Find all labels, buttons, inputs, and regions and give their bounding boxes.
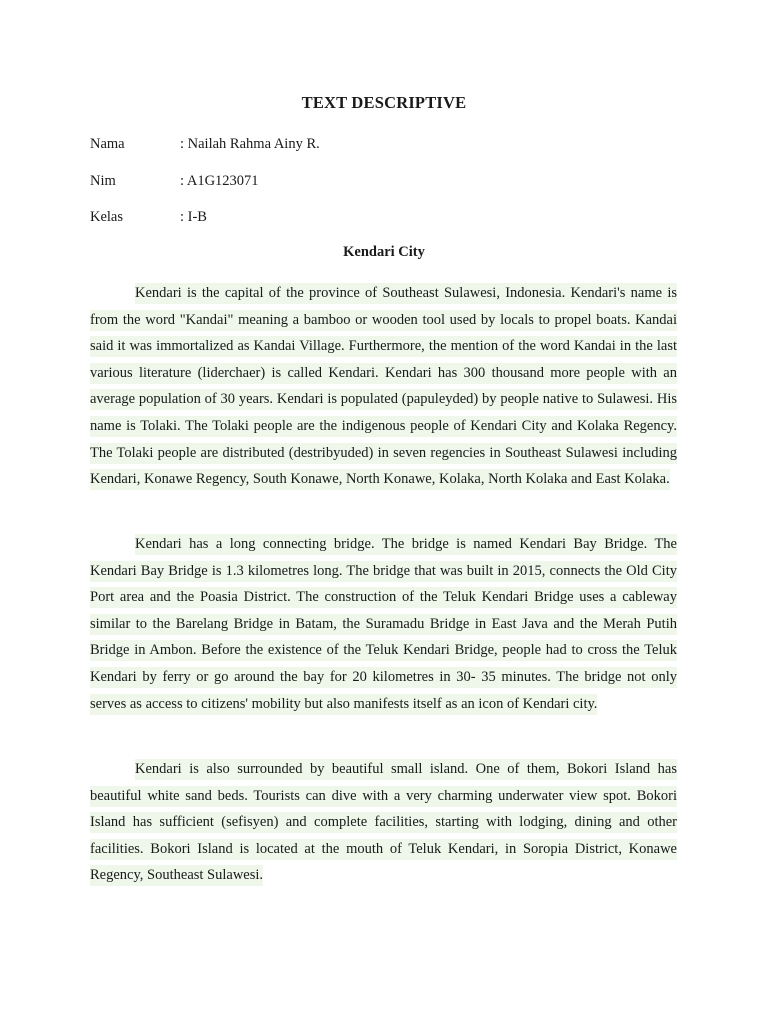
paragraph-1 <box>90 280 677 493</box>
document-title: TEXT DESCRIPTIVE <box>301 93 467 112</box>
paragraph-3-text: Kendari is also surrounded by beautiful small island. One of them, Bokori Island has beautiful white sand beds. Tourists can dive with a very charming underwater view spot. Bokori Island has sufficient (sefisyen) and complete facilities, starting with lodging, dining and other facilities. Bokori Island is located at the mouth of Teluk Kendari, in Soropia District, Konawe Regency, Southeast Sulawesi. <box>90 759 677 886</box>
name-label: Nama <box>90 136 125 152</box>
nim-label: Nim <box>90 173 116 189</box>
kelas-label: Kelas <box>90 209 124 225</box>
paragraph-2 <box>90 531 677 717</box>
info-row-kelas <box>90 207 690 227</box>
nim-value: : A1G123071 <box>180 173 259 189</box>
paragraph-3 <box>90 756 677 889</box>
section-title: Kendari City <box>343 244 425 260</box>
info-row-name <box>90 134 690 154</box>
paragraph-2-text: Kendari has a long connecting bridge. The bridge is named Kendari Bay Bridge. The Kendari Bay Bridge is 1.3 kilometres long. The bridge that was built in 2015, connects the Old City Port area and the Poasia District. The construction of the Teluk Kendari Bridge uses a cableway similar to the Barelang Bridge in Batam, the Suramadu Bridge in East Java and the Merah Putih Bridge in Ambon. Before the existence of the Teluk Kendari Bridge, people had to cross the Teluk Kendari by ferry or go around the bay for 20 kilometres in 30- 35 minutes. The bridge not only serves as access to citizens' mobility but also manifests itself as an icon of Kendari city. <box>90 534 677 715</box>
kelas-value: : I-B <box>180 209 207 225</box>
info-row-nim <box>90 171 690 191</box>
name-value: : Nailah Rahma Ainy R. <box>180 136 320 152</box>
paragraph-1-text: Kendari is the capital of the province of Southeast Sulawesi, Indonesia. Kendari's name is from the word "Kandai" meaning a bamboo or wooden tool used by locals to propel boats. Kandai said it was immortalized as Kandai Village. Furthermore, the mention of the word Kandai in the last various literature (liderchaer) is called Kendari. Kendari has 300 thousand more people with an average population of 30 years. Kendari is populated (papuleyded) by people native to Sulawesi. His name is Tolaki. The Tolaki people are the indigenous people of Kendari City and Kolaka Regency. The Tolaki people are distributed (destribyuded) in seven regencies in Southeast Sulawesi including Kendari, Konawe Regency, South Konawe, North Konawe, Kolaka, North Kolaka and East Kolaka. <box>90 283 677 490</box>
